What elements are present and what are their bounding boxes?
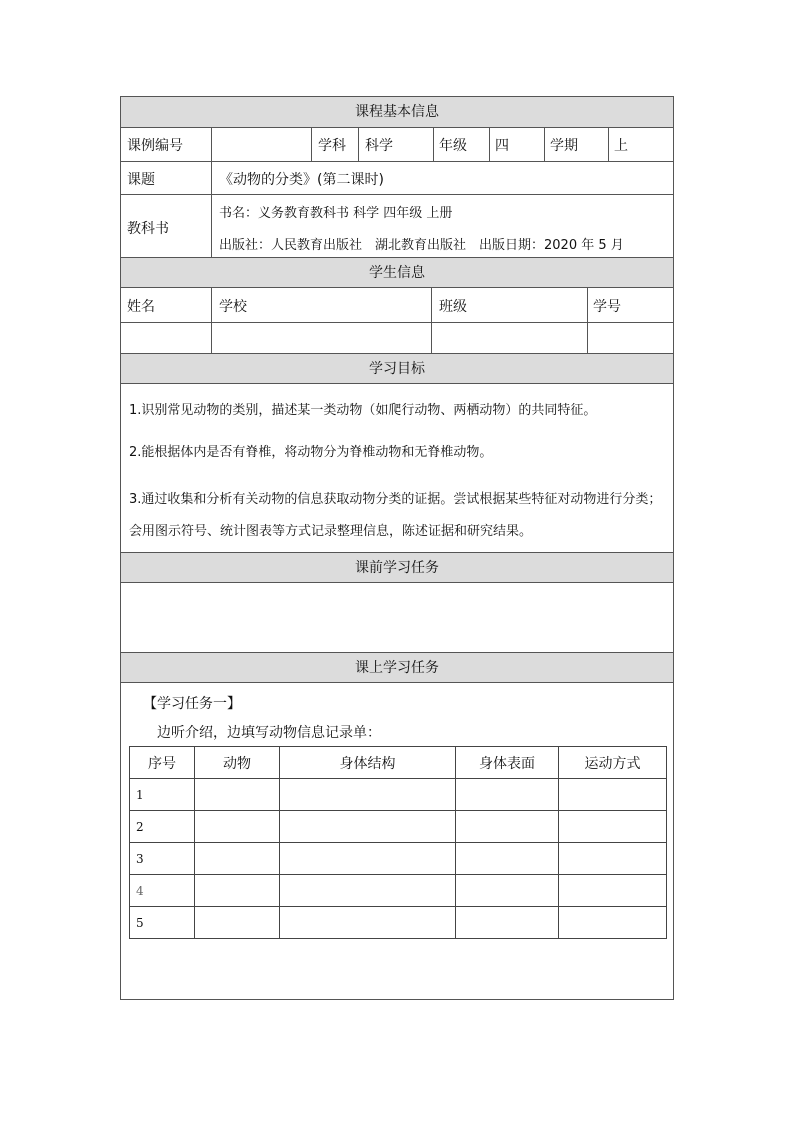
grade-label: 年级 [439,138,467,154]
animal-cell[interactable] [195,811,280,843]
school-field[interactable] [212,323,431,353]
row-number: 4 [130,875,195,907]
school-label: 学校 [219,299,247,315]
table-row [130,907,667,939]
body-structure-cell[interactable] [280,875,456,907]
student-id-field[interactable] [588,323,673,353]
goal-item-3: 3.通过收集和分析有关动物的信息获取动物分类的证据。尝试根据某些特征对动物进行分类；会用图示符号、统计图表等方式记录整理信息，陈述证据和研究结果。 [129,492,662,539]
col-header-body-surface: 身体表面 [456,747,559,779]
col-header-animal: 动物 [195,747,280,779]
movement-cell[interactable] [559,875,667,907]
body-surface-cell[interactable] [456,811,559,843]
lesson-form [120,96,674,1000]
case-no-label: 课例编号 [127,138,183,154]
topic-value: 《动物的分类》(第二课时) [219,172,384,188]
movement-cell[interactable] [559,907,667,939]
col-header-body-structure: 身体结构 [280,747,456,779]
body-surface-cell[interactable] [456,875,559,907]
name-label: 姓名 [127,299,155,315]
textbook-line-2: 出版社：人民教育出版社 湖北教育出版社 出版日期：2020 年 5 月 [219,238,624,253]
pre-class-content-area[interactable] [121,584,673,652]
movement-cell[interactable] [559,779,667,811]
term-label: 学期 [550,138,578,154]
table-row [130,843,667,875]
animal-cell[interactable] [195,875,280,907]
animal-cell[interactable] [195,907,280,939]
task-instruction: 边听介绍，边填写动物信息记录单： [157,725,381,741]
task-title: 【学习任务一】 [143,696,241,712]
goal-item-1: 1.识别常见动物的类别，描述某一类动物（如爬行动物、两栖动物）的共同特征。 [129,403,597,418]
pre-class-header: 课前学习任务 [121,552,673,583]
learning-goals-header: 学习目标 [121,353,673,384]
table-row [130,779,667,811]
in-class-header: 课上学习任务 [121,652,673,683]
col-header-no: 序号 [130,747,195,779]
textbook-line-1: 书名：义务教育教科书 科学 四年级 上册 [219,206,453,221]
body-surface-cell[interactable] [456,779,559,811]
body-structure-cell[interactable] [280,907,456,939]
movement-cell[interactable] [559,811,667,843]
col-header-movement: 运动方式 [559,747,667,779]
row-number: 3 [130,843,195,875]
table-row [130,811,667,843]
body-surface-cell[interactable] [456,907,559,939]
textbook-label: 教科书 [127,221,169,237]
subject-value: 科学 [365,138,393,154]
body-structure-cell[interactable] [280,843,456,875]
student-id-label: 学号 [593,299,621,315]
course-info-header: 课程基本信息 [121,97,673,128]
row-number: 5 [130,907,195,939]
subject-label: 学科 [318,138,346,154]
body-structure-cell[interactable] [280,811,456,843]
animal-cell[interactable] [195,779,280,811]
animal-record-table [129,746,667,939]
row-number: 1 [130,779,195,811]
name-field[interactable] [121,323,211,353]
grade-value: 四 [495,138,509,154]
class-label: 班级 [439,299,467,315]
row-number: 2 [130,811,195,843]
goal-item-2: 2.能根据体内是否有脊椎，将动物分为脊椎动物和无脊椎动物。 [129,445,493,460]
animal-cell[interactable] [195,843,280,875]
topic-label: 课题 [127,172,155,188]
student-info-header: 学生信息 [121,257,673,288]
term-value: 上 [614,138,628,154]
table-row [130,875,667,907]
body-surface-cell[interactable] [456,843,559,875]
body-structure-cell[interactable] [280,779,456,811]
class-field[interactable] [432,323,587,353]
movement-cell[interactable] [559,843,667,875]
